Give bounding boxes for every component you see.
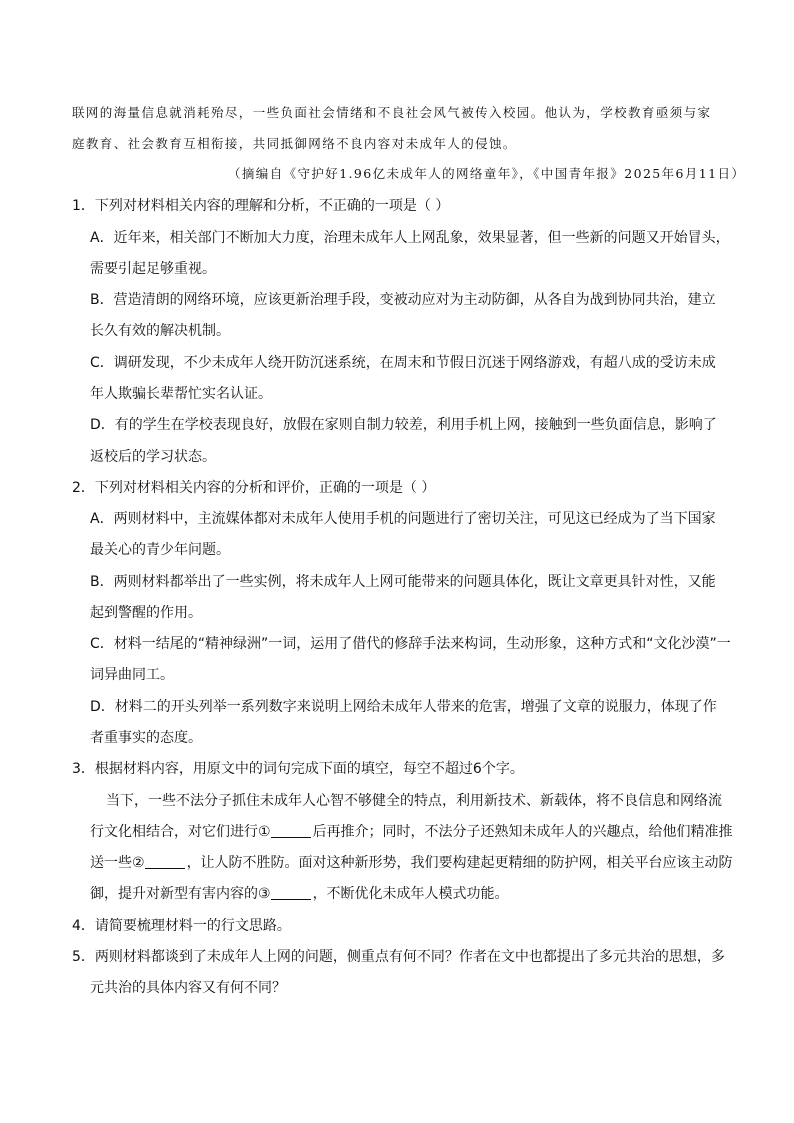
question-2-stem: 2．下列对材料相关内容的分析和评价，正确的一项是（ ）	[72, 480, 436, 496]
question-2-option-b-cont: 起到警醒的作用。	[90, 605, 202, 621]
question-2-option-d: D．材料二的开头列举一系列数字来说明上网给未成年人带来的危害，增强了文章的说服力，体现了作	[90, 699, 717, 715]
question-1-option-a: A．近年来，相关部门不断加大力度，治理未成年人上网乱象，效果显著，但一些新的问题又开始冒头，	[90, 230, 730, 246]
question-3-text: 送一些②	[90, 855, 145, 871]
fill-blank-3[interactable]	[271, 885, 311, 900]
question-1-stem: 1．下列对材料相关内容的理解和分析，不正确的一项是（ ）	[72, 198, 450, 214]
question-1-option-d-cont: 返校后的学习状态。	[90, 449, 216, 465]
fill-blank-2[interactable]	[145, 854, 185, 869]
question-3-paragraph-line-1: 当下，一些不法分子抓住未成年人心智不够健全的特点，利用新技术、新载体，将不良信息和网络流	[106, 793, 722, 809]
question-5-stem-cont: 元共治的具体内容又有何不同？	[90, 980, 286, 996]
question-1-option-b: B．营造清朗的网络环境，应该更新治理手段，变被动应对为主动防御，从各自为战到协同共治，建立	[90, 292, 716, 308]
question-3-text: ，不断优化未成年人模式功能。	[312, 886, 509, 902]
question-1-option-b-cont: 长久有效的解决机制。	[90, 323, 230, 339]
question-1-option-d: D．有的学生在学校表现良好，放假在家则自制力较差，利用手机上网，接触到一些负面信息，影响了	[90, 417, 717, 433]
passage-source: （摘编自《守护好1.96亿未成年人的网络童年》，《中国青年报》2025年6月11日）	[228, 166, 746, 181]
question-3-stem: 3．根据材料内容，用原文中的词句完成下面的填空，每空不超过6个字。	[72, 761, 524, 777]
question-2-option-a-cont: 最关心的青少年问题。	[90, 542, 230, 558]
question-2-option-d-cont: 者重事实的态度。	[90, 730, 202, 746]
passage-line-1: 联网的海量信息就消耗殆尽，一些负面社会情绪和不良社会风气被传入校园。他认为，学校教育亟须与家	[72, 105, 712, 120]
question-2-option-b: B．两则材料都举出了一些实例，将未成年人上网可能带来的问题具体化，既让文章更具针对性，又能	[90, 574, 716, 590]
question-3-text: 御，提升对新型有害内容的③	[90, 886, 271, 902]
question-1-option-c: C．调研发现，不少未成年人绕开防沉迷系统，在周末和节假日沉迷于网络游戏，有超八成的受访未成	[90, 355, 716, 371]
question-3-paragraph-line-4	[90, 883, 509, 903]
question-3-paragraph-line-2	[90, 821, 733, 841]
question-1-option-c-cont: 年人欺骗长辈帮忙实名认证。	[90, 386, 272, 402]
question-3-text: ，让人防不胜防。面对这种新形势，我们要构建起更精细的防护网，相关平台应该主动防	[186, 855, 733, 871]
passage-line-2: 庭教育、社会教育互相衔接，共同抵御网络不良内容对未成年人的侵蚀。	[72, 136, 517, 151]
question-2-option-c: C．材料一结尾的“精神绿洲”一词，运用了借代的修辞手法来构词，生动形象，这种方式和“文化沙漠”一	[90, 636, 731, 652]
question-2-option-c-cont: 词异曲同工。	[90, 667, 174, 683]
question-2-option-a: A．两则材料中，主流媒体都对未成年人使用手机的问题进行了密切关注，可见这已经成为了当下国家	[90, 511, 716, 527]
question-3-text: 后再推介；同时，不法分子还熟知未成年人的兴趣点，给他们精准推	[312, 824, 733, 840]
question-5-stem: 5．两则材料都谈到了未成年人上网的问题，侧重点有何不同？作者在文中也都提出了多元共治的思想，多	[72, 949, 725, 965]
question-4-stem: 4．请简要梳理材料一的行文思路。	[72, 918, 291, 934]
fill-blank-1[interactable]	[271, 823, 311, 838]
question-1-option-a-cont: 需要引起足够重视。	[90, 261, 216, 277]
question-3-text: 行文化相结合，对它们进行①	[90, 824, 271, 840]
question-3-paragraph-line-3	[90, 852, 733, 872]
